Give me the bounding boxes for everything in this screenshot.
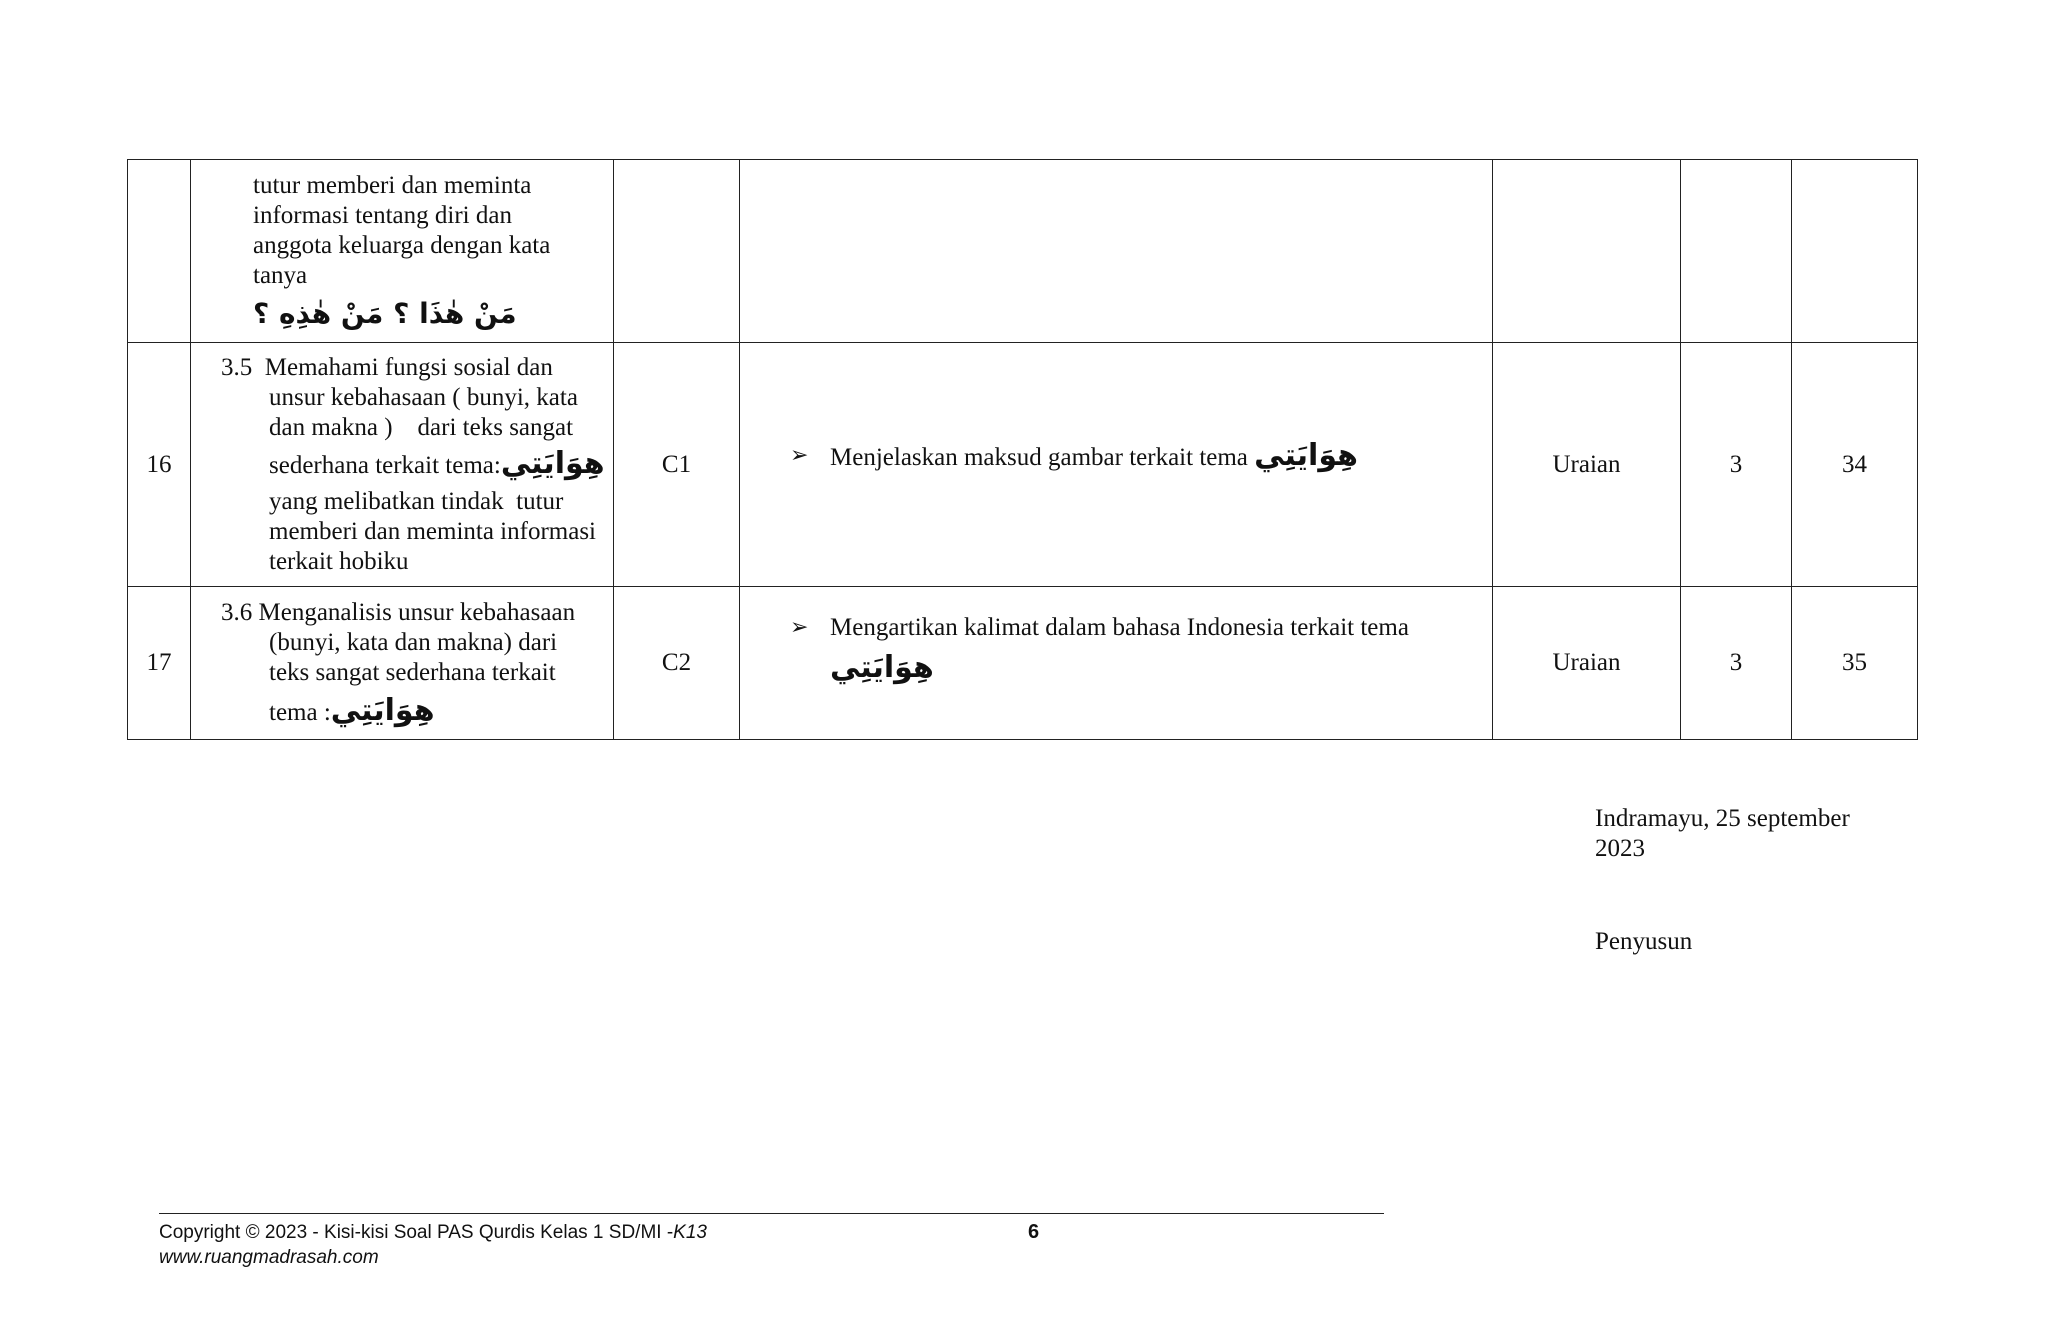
cell-question-form: Uraian bbox=[1493, 343, 1681, 587]
cell-cognitive-level bbox=[614, 160, 740, 343]
footer-website: www.ruangmadrasah.com bbox=[159, 1247, 379, 1268]
competency-code: 3.5 bbox=[221, 353, 253, 381]
footer-copyright-line bbox=[159, 1220, 707, 1245]
cell-indicator bbox=[740, 343, 1493, 587]
signature-place-date bbox=[1595, 804, 1915, 864]
competency-code: 3.6 bbox=[221, 599, 253, 626]
competency-line: teks sangat sederhana terkait bbox=[269, 659, 556, 686]
cell-question-number bbox=[1792, 160, 1918, 343]
cell-indicator bbox=[740, 587, 1493, 740]
cell-level-number: 3 bbox=[1681, 587, 1792, 740]
signature-author-label: Penyusun bbox=[1595, 928, 1693, 955]
competency-first-line bbox=[221, 598, 603, 628]
cell-number bbox=[128, 160, 191, 343]
competency-line: yang melibatkan tindak tutur bbox=[269, 487, 564, 515]
table-row bbox=[128, 343, 1918, 587]
competency-line: (bunyi, kata dan makna) dari bbox=[269, 629, 558, 656]
page-number: 6 bbox=[1028, 1221, 1040, 1243]
competency-line: informasi tentang diri dan bbox=[253, 202, 512, 229]
competency-line: tanya bbox=[253, 262, 308, 289]
arabic-question-words: مَنْ هٰذَا ؟ مَنْ هٰذِهِ ؟ bbox=[253, 297, 517, 330]
cell-level-number: 3 bbox=[1681, 343, 1792, 587]
competency-line: memberi dan meminta informasi bbox=[269, 517, 596, 545]
competency-line: anggota keluarga dengan kata bbox=[253, 232, 551, 259]
competency-tema-line bbox=[269, 693, 603, 728]
indicator-text: Menjelaskan maksud gambar terkait tema bbox=[830, 443, 1248, 471]
cell-competency bbox=[191, 587, 614, 740]
place-date-line: Indramayu, 25 september bbox=[1595, 805, 1850, 832]
competency-tema-line bbox=[269, 445, 605, 481]
tema-label: tema : bbox=[269, 699, 331, 726]
arabic-theme-word: هِوَايَتِي bbox=[500, 445, 605, 481]
tema-label: sederhana terkait tema: bbox=[269, 451, 501, 479]
arrow-bullet-icon: ➢ bbox=[790, 615, 809, 640]
table-row bbox=[128, 160, 1918, 343]
arabic-theme-word: هِوَايَتِي bbox=[1254, 437, 1358, 473]
indicator-text: Mengartikan kalimat dalam bahasa Indonesia terkait tema bbox=[830, 614, 1409, 641]
competency-first-line bbox=[221, 353, 603, 383]
cell-competency bbox=[191, 343, 614, 587]
table-row bbox=[128, 587, 1918, 740]
footer-divider bbox=[159, 1213, 1384, 1214]
cell-question-form bbox=[1493, 160, 1681, 343]
cell-level-number bbox=[1681, 160, 1792, 343]
competency-title: Menganalisis unsur kebahasaan bbox=[258, 599, 576, 626]
cell-competency bbox=[191, 160, 614, 343]
cell-question-number: 35 bbox=[1792, 587, 1918, 740]
competency-title: Memahami fungsi sosial dan bbox=[264, 353, 553, 381]
footer-curriculum: K13 bbox=[673, 1222, 707, 1243]
cell-cognitive-level: C1 bbox=[614, 343, 740, 587]
competency-line: dan makna ) dari teks sangat bbox=[269, 413, 574, 441]
arabic-theme-word: هِوَايَتِي bbox=[830, 650, 934, 685]
competency-line: tutur memberi dan meminta bbox=[253, 172, 532, 199]
cell-cognitive-level: C2 bbox=[614, 587, 740, 740]
footer-copyright: Copyright © 2023 - Kisi-kisi Soal PAS Qurdis Kelas 1 SD/MI - bbox=[159, 1222, 674, 1243]
arabic-theme-word: هِوَايَتِي bbox=[330, 693, 435, 728]
arrow-bullet-icon: ➢ bbox=[790, 442, 809, 468]
question-grid-table bbox=[127, 159, 1918, 740]
cell-indicator bbox=[740, 160, 1493, 343]
cell-number: 16 bbox=[128, 343, 191, 587]
cell-number: 17 bbox=[128, 587, 191, 740]
cell-question-number: 34 bbox=[1792, 343, 1918, 587]
place-date-year: 2023 bbox=[1595, 835, 1645, 862]
competency-line: terkait hobiku bbox=[269, 547, 409, 575]
competency-line: unsur kebahasaan ( bunyi, kata bbox=[269, 383, 578, 411]
cell-question-form: Uraian bbox=[1493, 587, 1681, 740]
page-footer bbox=[159, 1220, 707, 1270]
